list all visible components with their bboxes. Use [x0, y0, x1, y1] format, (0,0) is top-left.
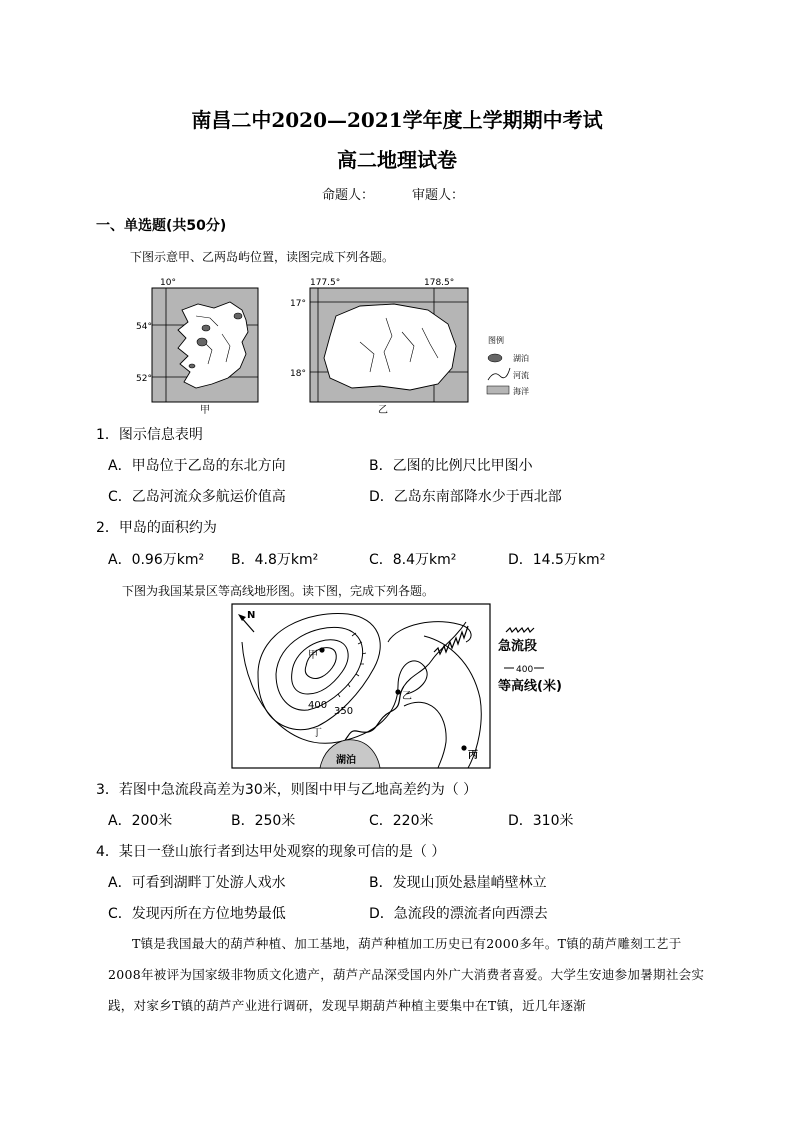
- question-1-stem: 1．图示信息表明: [96, 427, 203, 443]
- q4-option-b: B．发现山顶处悬崖峭壁林立: [369, 875, 547, 891]
- question-2-stem: 2．甲岛的面积约为: [96, 520, 217, 536]
- q3-option-d: D．310米: [508, 813, 574, 829]
- legend-title: 图例: [488, 336, 504, 345]
- legend-river: 河流: [513, 371, 529, 380]
- q1-option-c: C．乙岛河流众多航运价值高: [108, 489, 286, 505]
- exam-title: 南昌二中2020—2021学年度上学期期中考试: [191, 108, 603, 132]
- jia-map-label: 甲: [200, 405, 210, 416]
- q3-option-b: B．250米: [231, 813, 296, 829]
- q1-option-a: A．甲岛位于乙岛的东北方向: [108, 458, 286, 474]
- lake-swatch: [488, 354, 502, 362]
- q4-option-a: A．可看到湖畔丁处游人戏水: [108, 875, 286, 891]
- yi-lon-right-label: 178.5°: [424, 278, 455, 288]
- yi-lat-top-label: 17°: [290, 299, 306, 309]
- yi-map-label: 乙: [378, 405, 388, 416]
- q3-option-a: A．200米: [108, 813, 173, 829]
- ding-label: 丁: [312, 728, 322, 739]
- island-location-maps: [138, 272, 558, 414]
- jia-lon-label: 10°: [160, 278, 176, 288]
- legend-rapids: 急流段: [498, 639, 538, 654]
- q2-option-d: D．14.5万km²: [508, 552, 606, 568]
- legend-lake: 湖泊: [513, 354, 529, 363]
- yi-lat-bottom-label: 18°: [290, 369, 306, 379]
- legend-rapids-icon: [506, 628, 534, 632]
- question-4-stem: 4．某日一登山旅行者到达甲处观察的现象可信的是（ ）: [96, 844, 446, 860]
- q1-option-d: D．乙岛东南部降水少于西北部: [369, 489, 562, 505]
- yi-label: 乙: [402, 691, 412, 702]
- q4-option-c: C．发现丙所在方位地势最低: [108, 906, 286, 922]
- reviewer-label: 审题人：: [412, 188, 465, 203]
- point-bing: [461, 745, 466, 750]
- point-jia: [319, 647, 324, 652]
- yi-lon-left-label: 177.5°: [310, 278, 341, 288]
- river-swatch: [488, 368, 510, 380]
- map-jia: [136, 278, 258, 416]
- q1-option-b: B．乙图的比例尺比甲图小: [369, 458, 533, 474]
- legend-sea: 海洋: [513, 387, 529, 396]
- q2-option-a: A．0.96万km²: [108, 552, 205, 568]
- lake-label: 湖泊: [336, 755, 356, 766]
- contour-350-label: 350: [334, 706, 354, 717]
- jia-lat-top-label: 54°: [136, 322, 152, 332]
- legend-contour: 等高线(米): [498, 679, 562, 694]
- authors-line: [322, 184, 464, 203]
- legend-contour-value: 400: [516, 665, 534, 675]
- contour-map: [228, 602, 568, 772]
- point-yi: [395, 689, 400, 694]
- north-label: N: [247, 610, 256, 621]
- q4-option-d: D．急流段的漂流者向西漂去: [369, 906, 548, 922]
- section-heading: 一、单选题(共50分): [96, 218, 227, 234]
- sea-swatch: [487, 386, 509, 394]
- setter-label: 命题人：: [322, 188, 375, 203]
- q2-option-c: C．8.4万km²: [369, 552, 457, 568]
- exam-subtitle: 高二地理试卷: [337, 148, 457, 172]
- map-yi: [290, 278, 468, 416]
- intro-text-2: 下图为我国某景区等高线地形图。读下图，完成下列各题。: [122, 584, 435, 598]
- question-3-stem: 3．若图中急流段高差为30米，则图中甲与乙地高差约为（ ）: [96, 782, 478, 798]
- contour-400-label: 400: [308, 700, 328, 711]
- passage-text: T镇是我国最大的葫芦种植、加工基地，葫芦种植加工历史已有2000多年。T镇的葫芦雕刻工艺于2008年被评为国家级非物质文化遗产，葫芦产品深受国内外广大消费者喜爱。大学生安迪参加暑期社会实践，对家乡T镇的葫芦产业进行调研，发现早期葫芦种植主要集中在T镇，近几年逐渐: [108, 936, 705, 1013]
- intro-text-1: 下图示意甲、乙两岛屿位置，读图完成下列各题。: [130, 250, 395, 264]
- jia-lat-bottom-label: 52°: [136, 374, 152, 384]
- q2-option-b: B．4.8万km²: [231, 552, 319, 568]
- map1-legend: [487, 335, 529, 396]
- jia-label: 甲: [308, 650, 318, 661]
- bing-label: 丙: [468, 750, 478, 761]
- q3-option-c: C．220米: [369, 813, 434, 829]
